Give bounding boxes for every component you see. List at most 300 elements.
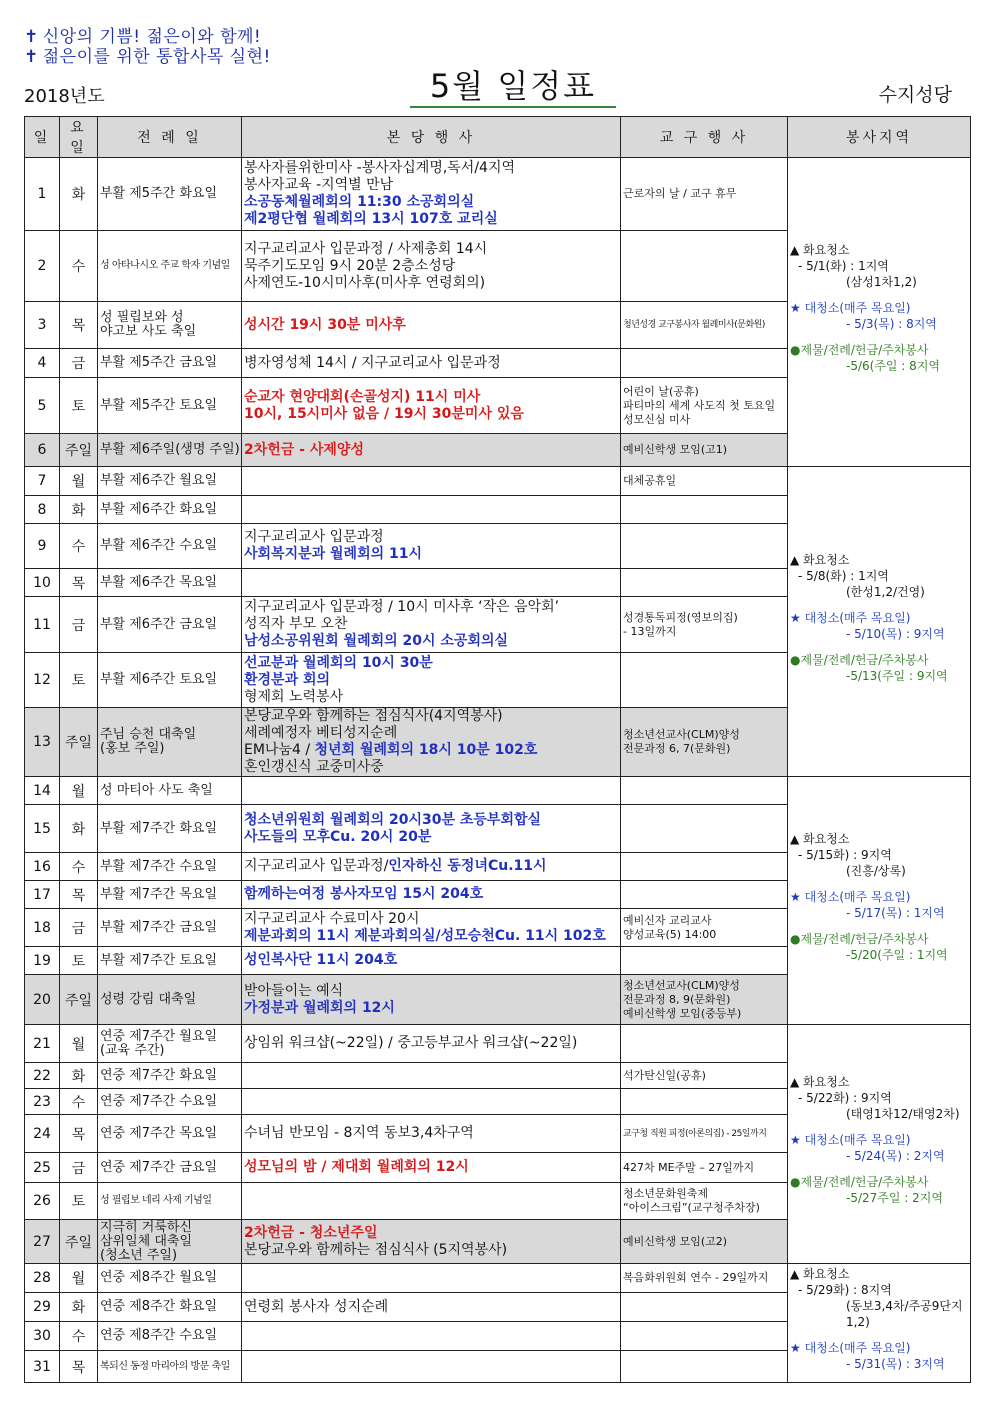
- parish-event-cell: [242, 909, 621, 947]
- diocese-line: 청소년선교사(CLM)양성: [623, 728, 740, 741]
- weekday-cell: 목: [60, 569, 98, 597]
- day-cell: 1: [25, 158, 60, 231]
- diocese-event-cell: [621, 947, 788, 975]
- service-area-cell: [788, 1264, 971, 1383]
- service-area-cell: [788, 777, 971, 1025]
- liturgy-cell: [98, 1183, 242, 1220]
- weekday-cell: 목: [60, 881, 98, 909]
- diocese-line: 석가탄신일(공휴): [623, 1068, 706, 1082]
- liturgy-cell: [98, 158, 242, 231]
- diocese-line: 예비신자 교리교사: [623, 913, 712, 927]
- area-heading: ▲ 화요청소: [790, 243, 850, 257]
- tuesday-cleaning: [790, 831, 968, 879]
- weekday-cell: 월: [60, 1025, 98, 1063]
- event-line: [244, 1225, 618, 1242]
- event-line: [244, 858, 618, 875]
- weekday-cell: 수: [60, 1089, 98, 1115]
- diocese-event-cell: [621, 1153, 788, 1183]
- diocese-event-cell: [621, 1183, 788, 1220]
- liturgy-line: 부활 제6주일(생명 주일): [100, 442, 240, 457]
- liturgy-line: 연중 제7주간 금요일: [100, 1159, 217, 1175]
- weekday-cell: 목: [60, 1115, 98, 1153]
- table-row: [25, 467, 971, 496]
- diocese-line: 예비신학생 모임(중등부): [623, 1006, 742, 1020]
- liturgy-cell: [98, 378, 242, 434]
- event-line: [244, 1000, 618, 1017]
- event-line: [244, 546, 618, 563]
- liturgy-cell: [98, 1293, 242, 1322]
- area-line: - 5/22화) : 9지역: [798, 1091, 892, 1105]
- parish-event-cell: [242, 805, 621, 853]
- liturgy-cell: [98, 805, 242, 853]
- area-line: (진흥/상록): [846, 863, 906, 878]
- area-line: - 5/15화) : 9지역: [798, 847, 892, 862]
- diocese-line: 성경통독피정(영보의집): [623, 610, 738, 624]
- area-line: (삼성1차1,2): [846, 275, 917, 289]
- event-text: 함께하는여정 봉사자모임 15시 204호: [244, 886, 484, 902]
- parish-event-cell: [242, 1322, 621, 1351]
- weekday-cell: 주일: [60, 1220, 98, 1264]
- event-text: 제2평단협 월례회의 13시 107호 교리실: [244, 211, 498, 227]
- event-line: [244, 655, 618, 672]
- parish-event-cell: [242, 853, 621, 881]
- liturgy-cell: [98, 569, 242, 597]
- liturgy-line: 연중 제7주간 월요일: [100, 1028, 217, 1044]
- parish-event-cell: [242, 708, 621, 777]
- weekday-cell: 토: [60, 653, 98, 708]
- event-line: [244, 275, 618, 292]
- liturgy-line: 성령 강림 대축일: [100, 991, 197, 1007]
- header-row: [25, 117, 971, 158]
- day-cell: 30: [25, 1322, 60, 1351]
- weekday-cell: 토: [60, 378, 98, 434]
- liturgy-line: 복되신 동정 마리아의 방문 축일: [100, 1360, 230, 1372]
- area-line: -5/20(주일 : 1지역: [846, 947, 948, 962]
- weekday-cell: 금: [60, 349, 98, 378]
- parish-event-cell: [242, 881, 621, 909]
- diocese-line: 교구청 직원 피정(아론의집) - 25일까지: [623, 1128, 767, 1139]
- sunday-service: [790, 931, 968, 963]
- diocese-line: 대체공휴일: [623, 474, 677, 487]
- liturgy-cell: [98, 1351, 242, 1383]
- parish-event-cell: [242, 231, 621, 302]
- day-cell: 17: [25, 881, 60, 909]
- tuesday-cleaning: [790, 1074, 968, 1122]
- parish-event-cell: [242, 496, 621, 524]
- event-text: 받아들이는 예식: [244, 982, 344, 999]
- event-line: [244, 211, 618, 228]
- diocese-event-cell: [621, 975, 788, 1025]
- weekday-cell: 수: [60, 524, 98, 569]
- day-cell: 21: [25, 1025, 60, 1063]
- event-line: [244, 911, 618, 928]
- event-line: [244, 160, 618, 177]
- event-text: 본당교우와 함께하는 점심식사(4지역봉사): [244, 708, 503, 724]
- liturgy-line: 부활 제7주간 목요일: [100, 886, 217, 902]
- slogan-2-text: 젊은이를 위한 통합사목 실현!: [42, 47, 271, 67]
- area-line: -5/6(주일 : 8지역: [846, 359, 940, 373]
- event-text: 병자영성체 14시 / 지구교리교사 입문과정: [244, 354, 501, 371]
- liturgy-line: 부활 제7주간 금요일: [100, 919, 217, 935]
- diocese-event-cell: [621, 467, 788, 496]
- diocese-event-cell: [621, 777, 788, 805]
- liturgy-cell: [98, 1322, 242, 1351]
- event-line: [244, 952, 618, 969]
- event-line: [244, 759, 618, 776]
- weekday-cell: 화: [60, 158, 98, 231]
- cross-icon: ✝: [24, 47, 39, 67]
- parish-event-cell: [242, 467, 621, 496]
- liturgy-line: 연중 제8주간 월요일: [100, 1270, 217, 1286]
- diocese-line: 파티마의 세계 사도직 첫 토요일: [623, 398, 776, 412]
- area-line: -5/13(주일 : 9지역: [846, 668, 948, 683]
- service-area-cell: [788, 158, 971, 467]
- area-heading: ●제물/전례/헌금/주차봉사: [790, 343, 929, 357]
- table-row: [25, 1264, 971, 1293]
- event-line: [244, 689, 618, 706]
- area-heading: ★ 대청소(매주 목요일): [790, 1341, 911, 1355]
- event-line: [244, 389, 618, 406]
- liturgy-line: 부활 제5주간 금요일: [100, 355, 217, 370]
- event-line: [244, 708, 618, 725]
- area-heading: ★ 대청소(매주 목요일): [790, 889, 911, 904]
- diocese-event-cell: [621, 881, 788, 909]
- event-line: [244, 442, 618, 459]
- liturgy-line: 성 필립보 네리 사제 기념일: [100, 1195, 212, 1206]
- diocese-line: 427차 ME주말 – 27일까지: [623, 1160, 755, 1174]
- liturgy-cell: [98, 1089, 242, 1115]
- liturgy-line: 부활 제6주간 토요일: [100, 672, 217, 687]
- weekday-cell: 화: [60, 805, 98, 853]
- diocese-event-cell: [621, 496, 788, 524]
- liturgy-cell: [98, 975, 242, 1025]
- liturgy-line: 연중 제8주간 수요일: [100, 1328, 217, 1344]
- event-line: [244, 317, 618, 334]
- thursday-cleaning: [790, 300, 968, 332]
- day-cell: 7: [25, 467, 60, 496]
- diocese-event-cell: [621, 1115, 788, 1153]
- day-cell: 31: [25, 1351, 60, 1383]
- area-heading: ●제물/전례/헌금/주차봉사: [790, 931, 929, 946]
- event-text: 청년회 월례회의 18시 10분 102호: [314, 742, 538, 758]
- tuesday-cleaning: [790, 242, 968, 290]
- weekday-cell: 화: [60, 1293, 98, 1322]
- weekday-cell: 금: [60, 909, 98, 947]
- thursday-cleaning: [790, 1132, 968, 1164]
- area-line: - 5/8(화) : 1지역: [798, 568, 889, 583]
- liturgy-cell: [98, 708, 242, 777]
- day-cell: 15: [25, 805, 60, 853]
- parish-event-cell: [242, 975, 621, 1025]
- col-parish-events: 본 당 행 사: [242, 117, 621, 158]
- event-text: 혼인갱신식 교중미사중: [244, 759, 384, 775]
- table-row: [25, 1025, 971, 1063]
- weekday-cell: 토: [60, 1183, 98, 1220]
- diocese-event-cell: [621, 853, 788, 881]
- liturgy-line: 부활 제6주간 화요일: [100, 501, 217, 517]
- parish-event-cell: [242, 302, 621, 349]
- col-weekday: 요일: [60, 117, 98, 158]
- area-heading: ▲ 화요청소: [790, 831, 850, 846]
- event-text: 묵주기도모임 9시 20분 2층소성당: [244, 257, 456, 274]
- day-cell: 20: [25, 975, 60, 1025]
- parish-event-cell: [242, 1025, 621, 1063]
- parish-event-cell: [242, 1153, 621, 1183]
- liturgy-line: 부활 제5주간 토요일: [100, 397, 217, 413]
- area-line: - 5/1(화) : 1지역: [798, 259, 889, 273]
- event-text: 순교자 현양대회(손골성지) 11시 미사: [244, 388, 481, 405]
- diocese-event-cell: [621, 909, 788, 947]
- day-cell: 3: [25, 302, 60, 349]
- area-line: - 5/10(목) : 9지역: [846, 626, 945, 641]
- diocese-event-cell: [621, 805, 788, 853]
- event-text: 소공동체월례회의 11:30 소공회의실: [244, 194, 475, 210]
- event-text: 사제연도-10시미사후(미사후 연령회의): [244, 274, 486, 291]
- parish-event-cell: [242, 597, 621, 653]
- liturgy-line: 지극히 거룩하신: [100, 1219, 193, 1235]
- event-line: [244, 725, 618, 742]
- col-liturgy: 전 례 일: [98, 117, 242, 158]
- event-text: 지구교리교사 입문과정 / 10시 미사후 ‘작은 음악회’: [244, 599, 560, 615]
- area-line: (한성1,2/건영): [846, 584, 925, 599]
- event-line: [244, 599, 618, 616]
- col-day: 일: [25, 117, 60, 158]
- liturgy-cell: [98, 1264, 242, 1293]
- parish-event-cell: [242, 349, 621, 378]
- event-text: 봉사자를위한미사 -봉사자십계명,독서/4지역: [244, 160, 516, 176]
- service-area-cell: [788, 1025, 971, 1264]
- weekday-cell: 금: [60, 1153, 98, 1183]
- liturgy-line: 연중 제7주간 목요일: [100, 1125, 217, 1141]
- event-text: 본당교우와 함께하는 점심식사 (5지역봉사): [244, 1241, 508, 1258]
- sunday-service: [790, 342, 968, 374]
- event-line: [244, 633, 618, 650]
- day-cell: 25: [25, 1153, 60, 1183]
- parish-event-cell: [242, 653, 621, 708]
- diocese-line: 예비신학생 모임(고2): [623, 1234, 728, 1248]
- weekday-cell: 월: [60, 777, 98, 805]
- weekday-cell: 주일: [60, 975, 98, 1025]
- day-cell: 22: [25, 1063, 60, 1089]
- liturgy-cell: [98, 653, 242, 708]
- liturgy-line: 부활 제5주간 화요일: [100, 186, 217, 201]
- parish-event-cell: [242, 1089, 621, 1115]
- event-line: [244, 241, 618, 258]
- schedule-table: [24, 116, 971, 1383]
- liturgy-cell: [98, 853, 242, 881]
- event-text: 인자하신 동정녀Cu.11시: [388, 858, 547, 874]
- liturgy-line: 부활 제6주간 수요일: [100, 538, 217, 553]
- event-line: [244, 194, 618, 211]
- area-heading: ▲ 화요청소: [790, 552, 850, 567]
- event-line: [244, 1035, 618, 1052]
- liturgy-cell: [98, 231, 242, 302]
- day-cell: 14: [25, 777, 60, 805]
- area-line: - 5/29화) : 8지역: [798, 1283, 892, 1297]
- diocese-event-cell: [621, 1264, 788, 1293]
- event-text: 제대회 월례회의 12시: [331, 1159, 469, 1175]
- thursday-cleaning: [790, 889, 968, 921]
- event-line: [244, 529, 618, 546]
- area-line: (동보3,4차/주공9단지1,2): [846, 1299, 963, 1329]
- event-text: 지구교리교사 입문과정 / 사제총회 14시: [244, 240, 488, 257]
- parish-name: 수지성당: [878, 84, 952, 106]
- event-line: [244, 812, 618, 829]
- parish-event-cell: [242, 378, 621, 434]
- weekday-cell: 수: [60, 853, 98, 881]
- diocese-event-cell: [621, 1025, 788, 1063]
- diocese-event-cell: [621, 231, 788, 302]
- weekday-cell: 토: [60, 947, 98, 975]
- liturgy-line: 성 필립보와 성: [100, 310, 184, 325]
- tuesday-cleaning: [790, 1266, 968, 1330]
- weekday-cell: 화: [60, 496, 98, 524]
- parish-event-cell: [242, 1063, 621, 1089]
- event-text: 청소년위원회 월례회의 20시30분 초등부회합실: [244, 811, 542, 828]
- area-heading: ▲ 화요청소: [790, 1075, 850, 1089]
- event-line: [244, 983, 618, 1000]
- day-cell: 9: [25, 524, 60, 569]
- event-text: 사회복지분과 월례회의 11시: [244, 546, 422, 562]
- day-cell: 28: [25, 1264, 60, 1293]
- weekday-cell: 수: [60, 1322, 98, 1351]
- liturgy-line: 부활 제6주간 금요일: [100, 616, 217, 632]
- event-text: 10시, 15시미사 없음 / 19시 30분미사 있음: [244, 405, 524, 422]
- parish-event-cell: [242, 1115, 621, 1153]
- liturgy-line: 성 아타나시오 주교 학자 기념일: [100, 260, 230, 271]
- day-cell: 19: [25, 947, 60, 975]
- event-text: 2차헌금 - 청소년주일: [244, 1224, 378, 1241]
- day-cell: 13: [25, 708, 60, 777]
- liturgy-cell: [98, 947, 242, 975]
- liturgy-cell: [98, 909, 242, 947]
- day-cell: 23: [25, 1089, 60, 1115]
- diocese-line: “아이스크림”(교구청주차장): [623, 1201, 760, 1214]
- liturgy-line: 연중 제7주간 화요일: [100, 1067, 217, 1083]
- liturgy-line: (청소년 주일): [100, 1247, 178, 1263]
- liturgy-line: 주님 승천 대축일: [100, 727, 197, 742]
- parish-event-cell: [242, 1220, 621, 1264]
- event-text: 성직자 부모 오찬: [244, 616, 348, 632]
- diocese-line: 양성교육(5) 14:00: [623, 927, 717, 941]
- diocese-event-cell: [621, 378, 788, 434]
- diocese-event-cell: [621, 1322, 788, 1351]
- slogan-1: [24, 27, 261, 47]
- slogan-2: [24, 47, 271, 67]
- event-text: 제분과회의 11시 제분과회의실/성모승천Cu. 11시 102호: [244, 927, 606, 944]
- liturgy-line: 연중 제7주간 수요일: [100, 1093, 217, 1109]
- event-line: [244, 355, 618, 372]
- event-text: 선교분과 월례회의 10시 30분: [244, 654, 433, 671]
- table-row: [25, 777, 971, 805]
- cross-icon: ✝: [24, 27, 39, 47]
- liturgy-cell: [98, 881, 242, 909]
- area-line: - 5/3(목) : 8지역: [846, 317, 937, 331]
- thursday-cleaning: [790, 610, 968, 642]
- event-line: [244, 177, 618, 194]
- liturgy-line: 삼위일체 대축일: [100, 1233, 193, 1249]
- diocese-line: 예비신학생 모임(고1): [623, 443, 728, 456]
- event-text: 지구교리교사 수료미사 20시: [244, 910, 420, 927]
- diocese-line: 복음화위원회 연수 - 29일까지: [623, 1271, 769, 1285]
- liturgy-cell: [98, 1220, 242, 1264]
- day-cell: 27: [25, 1220, 60, 1264]
- event-text: 지구교리교사 입문과정: [244, 529, 384, 545]
- day-cell: 11: [25, 597, 60, 653]
- day-cell: 6: [25, 434, 60, 467]
- liturgy-line: 성 마티아 사도 축일: [100, 782, 213, 798]
- liturgy-cell: [98, 1115, 242, 1153]
- tuesday-cleaning: [790, 552, 968, 600]
- diocese-event-cell: [621, 1351, 788, 1383]
- event-line: [244, 829, 618, 846]
- parish-event-cell: [242, 158, 621, 231]
- sunday-service: [790, 1174, 968, 1206]
- liturgy-line: (홍보 주일): [100, 741, 165, 756]
- liturgy-cell: [98, 1025, 242, 1063]
- parish-event-cell: [242, 947, 621, 975]
- event-text: 성인복사단 11시 204호: [244, 952, 398, 968]
- event-line: [244, 1159, 618, 1176]
- diocese-event-cell: [621, 1063, 788, 1089]
- parish-event-cell: [242, 1293, 621, 1322]
- parish-event-cell: [242, 569, 621, 597]
- liturgy-line: 부활 제7주간 수요일: [100, 858, 217, 874]
- event-line: [244, 1242, 618, 1259]
- liturgy-cell: [98, 496, 242, 524]
- day-cell: 12: [25, 653, 60, 708]
- liturgy-cell: [98, 302, 242, 349]
- page-title: 5월 일정표: [410, 66, 616, 108]
- day-cell: 24: [25, 1115, 60, 1153]
- area-heading: ●제물/전례/헌금/주차봉사: [790, 1175, 929, 1189]
- day-cell: 29: [25, 1293, 60, 1322]
- service-area-cell: [788, 467, 971, 777]
- event-text: 2차헌금 - 사제양성: [244, 441, 364, 458]
- event-text: 지구교리교사 입문과정/: [244, 858, 389, 874]
- diocese-event-cell: [621, 597, 788, 653]
- event-text: 성모님의 밤 /: [244, 1159, 332, 1175]
- liturgy-line: 부활 제6주간 목요일: [100, 574, 217, 590]
- diocese-event-cell: [621, 302, 788, 349]
- weekday-cell: 수: [60, 231, 98, 302]
- liturgy-cell: [98, 467, 242, 496]
- liturgy-cell: [98, 1063, 242, 1089]
- day-cell: 26: [25, 1183, 60, 1220]
- diocese-line: 근로자의 날 / 교구 휴무: [623, 187, 737, 200]
- event-text: 가정분과 월례회의 12시: [244, 999, 395, 1016]
- parish-event-cell: [242, 777, 621, 805]
- diocese-line: 청소년문화원축제: [623, 1187, 709, 1200]
- area-line: - 5/31(목) : 3지역: [846, 1357, 945, 1371]
- sunday-service: [790, 652, 968, 684]
- event-line: [244, 672, 618, 689]
- area-heading: ▲ 화요청소: [790, 1267, 850, 1281]
- parish-event-cell: [242, 1351, 621, 1383]
- event-text: 봉사자교육 -지역별 만남: [244, 177, 394, 193]
- event-text: 상임위 워크샵(~22일) / 중고등부교사 워크샵(~22일): [244, 1035, 578, 1051]
- area-heading: ★ 대청소(매주 목요일): [790, 1133, 911, 1147]
- liturgy-cell: [98, 777, 242, 805]
- liturgy-line: 부활 제6주간 월요일: [100, 473, 217, 488]
- day-cell: 10: [25, 569, 60, 597]
- event-line: [244, 928, 618, 945]
- diocese-line: 청소년선교사(CLM)양성: [623, 978, 740, 992]
- parish-event-cell: [242, 1264, 621, 1293]
- liturgy-line: 야고보 사도 축일: [100, 324, 197, 339]
- diocese-event-cell: [621, 653, 788, 708]
- diocese-line: 전문과정 6, 7(문화원): [623, 742, 731, 755]
